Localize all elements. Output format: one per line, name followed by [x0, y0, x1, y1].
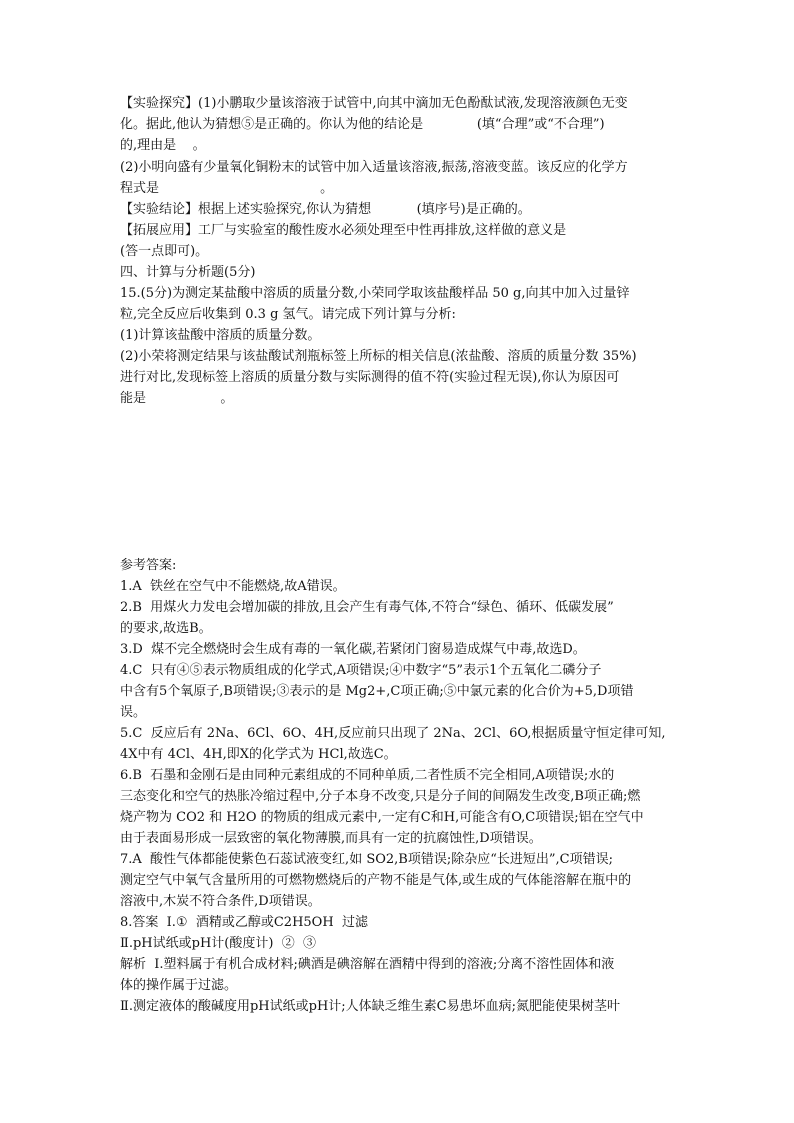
text-line: 【实验探究】(1)小鹏取少量该溶液于试管中,向其中滴加无色酚酞试液,发现溶液颜色无变	[120, 96, 628, 111]
text-line: (1)计算该盐酸中溶质的质量分数。	[120, 328, 321, 343]
section-title: 四、计算与分析题(5分)	[120, 265, 256, 280]
text-line: 【实验结论】根据上述实验探究,你认为猜想 (填序号)是正确的。	[120, 202, 531, 217]
text-line: 化。据此,他认为猜想⑤是正确的。你认为他的结论是 (填“合理”或“不合理”)	[120, 117, 605, 132]
text-line: 粒,完全反应后收集到 0.3 g 氢气。请完成下列计算与分析:	[120, 307, 456, 322]
answer-line: 6.B 石墨和金刚石是由同种元素组成的不同种单质,二者性质不完全相同,A项错误;水的	[120, 768, 615, 783]
answer-line: 溶液中,木炭不符合条件,D项错误。	[120, 894, 321, 909]
answer-line: 2.B 用煤火力发电会增加碳的排放,且会产生有毒气体,不符合“绿色、循环、低碳发展”	[120, 600, 614, 615]
text-line: (答一点即可)。	[120, 244, 209, 259]
answer-line: 7.A 酸性气体都能使紫色石蕊试液变红,如 SO2,B项错误;除杂应“长进短出”,C项错误;	[120, 852, 613, 867]
answer-line: 解析 Ⅰ.塑料属于有机合成材料;碘酒是碘溶解在酒精中得到的溶液;分离不溶性固体和液	[120, 957, 615, 972]
answer-line: 1.A 铁丝在空气中不能燃烧,故A错误。	[120, 579, 346, 594]
answer-line: 误。	[120, 705, 147, 720]
answer-line: Ⅱ.测定液体的酸碱度用pH试纸或pH计;人体缺乏维生素C易患坏血病;氮肥能使果树茎叶	[120, 999, 620, 1014]
text-line: 能是 。	[120, 391, 234, 406]
answer-line: 体的操作属于过滤。	[120, 978, 238, 993]
answer-line: 4.C 只有④⑤表示物质组成的化学式,A项错误;④中数字“5”表示1个五氧化二磷分子	[120, 663, 602, 678]
answer-line: 测定空气中氧气含量所用的可燃物燃烧后的产物不能是气体,或生成的气体能溶解在瓶中的	[120, 873, 632, 888]
text-line: 进行对比,发现标签上溶质的质量分数与实际测得的值不符(实验过程无误),你认为原因可	[120, 370, 620, 385]
answer-line: 烧产物为 CO2 和 H2O 的物质的组成元素中,一定有C和H,可能含有O,C项错误;铝在空气中	[120, 810, 644, 825]
text-line: 15.(5分)为测定某盐酸中溶质的质量分数,小荣同学取该盐酸样品 50 g,向其中加入过量锌	[120, 286, 630, 301]
text-line: 的,理由是 。	[120, 138, 206, 153]
answer-line: 由于表面易形成一层致密的氧化物薄膜,而具有一定的抗腐蚀性,D项错误。	[120, 831, 542, 846]
text-line: (2)小明向盛有少量氧化铜粉末的试管中加入适量该溶液,振荡,溶液变蓝。该反应的化学方	[120, 160, 628, 175]
answers-title: 参考答案:	[120, 558, 177, 573]
answer-line: 中含有5个氧原子,B项错误;③表示的是 Mg2+,C项正确;⑤中氯元素的化合价为+5,D项错	[120, 684, 634, 699]
answer-line: 8.答案 Ⅰ.① 酒精或乙醇或C2H5OH 过滤	[120, 915, 368, 930]
answer-line: 5.C 反应后有 2Na、6Cl、6O、4H,反应前只出现了 2Na、2Cl、6O,根据质量守恒定律可知,	[120, 726, 666, 741]
answer-line: 三态变化和空气的热胀冷缩过程中,分子本身不改变,只是分子间的间隔发生改变,B项正确;燃	[120, 789, 641, 804]
text-line: (2)小荣将测定结果与该盐酸试剂瓶标签上所标的相关信息(浓盐酸、溶质的质量分数 35%)	[120, 349, 637, 364]
text-line: 程式是 。	[120, 181, 334, 196]
text-line: 【拓展应用】工厂与实验室的酸性废水必须处理至中性再排放,这样做的意义是	[120, 223, 567, 238]
answer-line: 的要求,故选B。	[120, 621, 212, 636]
answer-line: 3.D 煤不完全燃烧时会生成有毒的一氧化碳,若紧闭门窗易造成煤气中毒,故选D。	[120, 642, 586, 657]
answer-line: Ⅱ.pH试纸或pH计(酸度计) ② ③	[120, 936, 316, 951]
answer-line: 4X中有 4Cl、4H,即X的化学式为 HCl,故选C。	[120, 747, 397, 762]
